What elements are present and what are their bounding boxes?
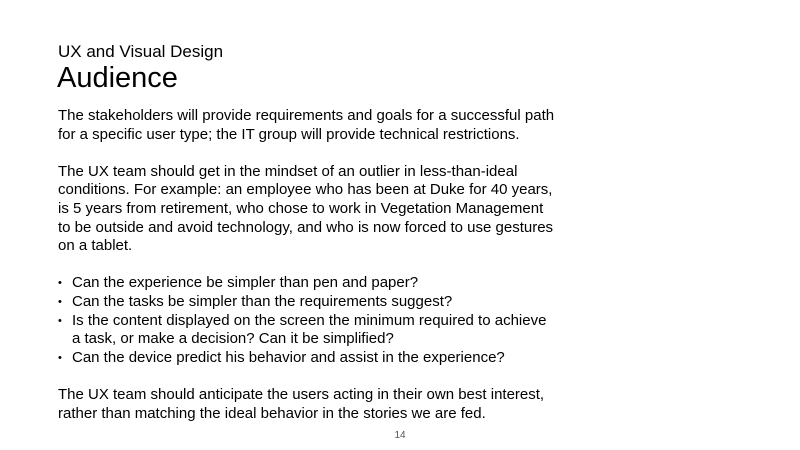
paragraph-line: rather than matching the ideal behavior in the stories we are fed. (58, 404, 486, 422)
paragraph-anticipate (58, 386, 578, 423)
paragraph-stakeholders (58, 107, 578, 144)
bullet-line: Can the experience be simpler than pen and paper? (72, 274, 419, 292)
paragraph-line: The UX team should anticipate the users acting in their own best interest, (58, 385, 545, 403)
bullet-item (58, 293, 578, 312)
paragraph-line: The UX team should get in the mindset of an outlier in less-than-ideal (58, 162, 518, 180)
slide-title: Audience (57, 62, 178, 94)
paragraph-line: is 5 years from retirement, who chose to work in Vegetation Management (58, 199, 544, 217)
bullet-icon: • (58, 351, 62, 364)
bullet-icon: • (58, 314, 62, 327)
bullet-item (58, 349, 578, 368)
paragraph-ux-mindset (58, 163, 578, 256)
bullet-icon: • (58, 295, 62, 308)
bullet-item (58, 312, 578, 349)
paragraph-line: The stakeholders will provide requirements and goals for a successful path (58, 107, 555, 124)
bullet-icon: • (58, 277, 62, 290)
bullet-line: Can the tasks be simpler than the requirements suggest? (72, 292, 453, 310)
slide-subtitle: UX and Visual Design (58, 42, 224, 61)
bullet-item (58, 274, 578, 293)
paragraph-line: on a tablet. (58, 237, 133, 255)
bullet-line: Can the device predict his behavior and assist in the experience? (72, 348, 505, 366)
slide-body (58, 107, 578, 423)
paragraph-line: for a specific user type; the IT group will provide technical restrictions. (58, 125, 520, 143)
bullet-list (58, 274, 578, 367)
bullet-line: Is the content displayed on the screen the minimum required to achieve (72, 311, 547, 329)
paragraph-line: conditions. For example: an employee who has been at Duke for 40 years, (58, 181, 553, 199)
page-number: 14 (394, 430, 406, 441)
bullet-line: a task, or make a decision? Can it be simplified? (72, 330, 394, 348)
paragraph-line: to be outside and avoid technology, and who is now forced to use gestures (58, 218, 554, 236)
